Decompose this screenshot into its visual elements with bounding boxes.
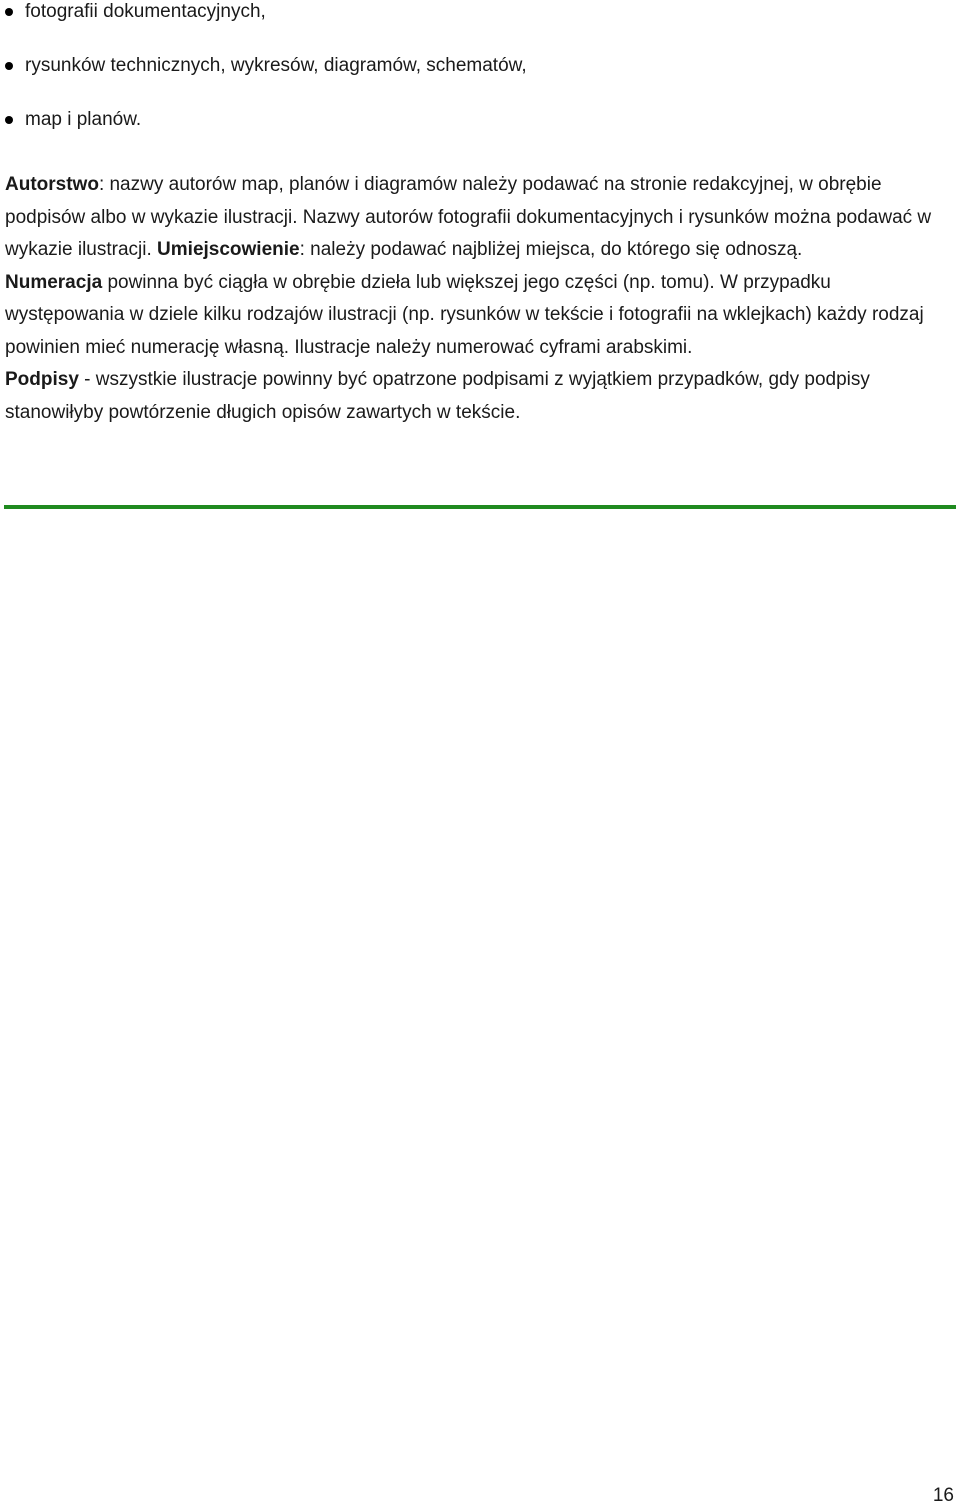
list-item-text: fotografii dokumentacyjnych, bbox=[25, 1, 266, 22]
list-item bbox=[5, 54, 935, 108]
paragraph-captions bbox=[5, 364, 955, 429]
bullet-icon bbox=[5, 62, 13, 70]
term-authorship: Autorstwo bbox=[5, 174, 99, 195]
paragraph-numbering bbox=[5, 267, 955, 365]
illustration-types-list bbox=[5, 0, 935, 162]
list-item bbox=[5, 108, 935, 162]
term-captions: Podpisy bbox=[5, 369, 79, 390]
list-item-text: rysunków technicznych, wykresów, diagramów, schematów, bbox=[25, 55, 527, 76]
page-number: 16 bbox=[932, 1485, 954, 1506]
section-divider bbox=[4, 505, 956, 509]
paragraph-authorship bbox=[5, 169, 955, 267]
paragraph-text: : nazwy autorów map, planów i diagramów należy podawać na stronie redakcyjnej, w obrębie podpisów albo w wykazie ilustracji. Nazwy autorów fotografii dokumentacyjnych i rysunków można podawać w wykazie ilustracji. bbox=[5, 174, 932, 260]
list-item bbox=[5, 0, 935, 54]
body-text bbox=[5, 169, 955, 429]
paragraph-text: - wszystkie ilustracje powinny być opatrzone podpisami z wyjątkiem przypadków, gdy podpisy stanowiłyby powtórzenie długich opisów zawartych w tekście. bbox=[5, 369, 870, 423]
term-placement: Umiejscowienie bbox=[157, 239, 300, 260]
bullet-icon bbox=[5, 8, 13, 16]
list-item-text: map i planów. bbox=[25, 109, 142, 130]
term-numbering: Numeracja bbox=[5, 271, 103, 293]
bullet-icon bbox=[5, 116, 13, 124]
paragraph-text: : należy podawać najbliżej miejsca, do którego się odnoszą. bbox=[299, 239, 803, 260]
paragraph-text: powinna być ciągła w obrębie dzieła lub większej jego części (np. tomu). W przypadku występowania w dziele kilku rodzajów ilustracji (np. rysunków w tekście i fotografii na wklejkach) każdy rodzaj powinien mieć numerację własną. Ilustracje należy numerować cyframi arabskimi. bbox=[5, 271, 924, 358]
